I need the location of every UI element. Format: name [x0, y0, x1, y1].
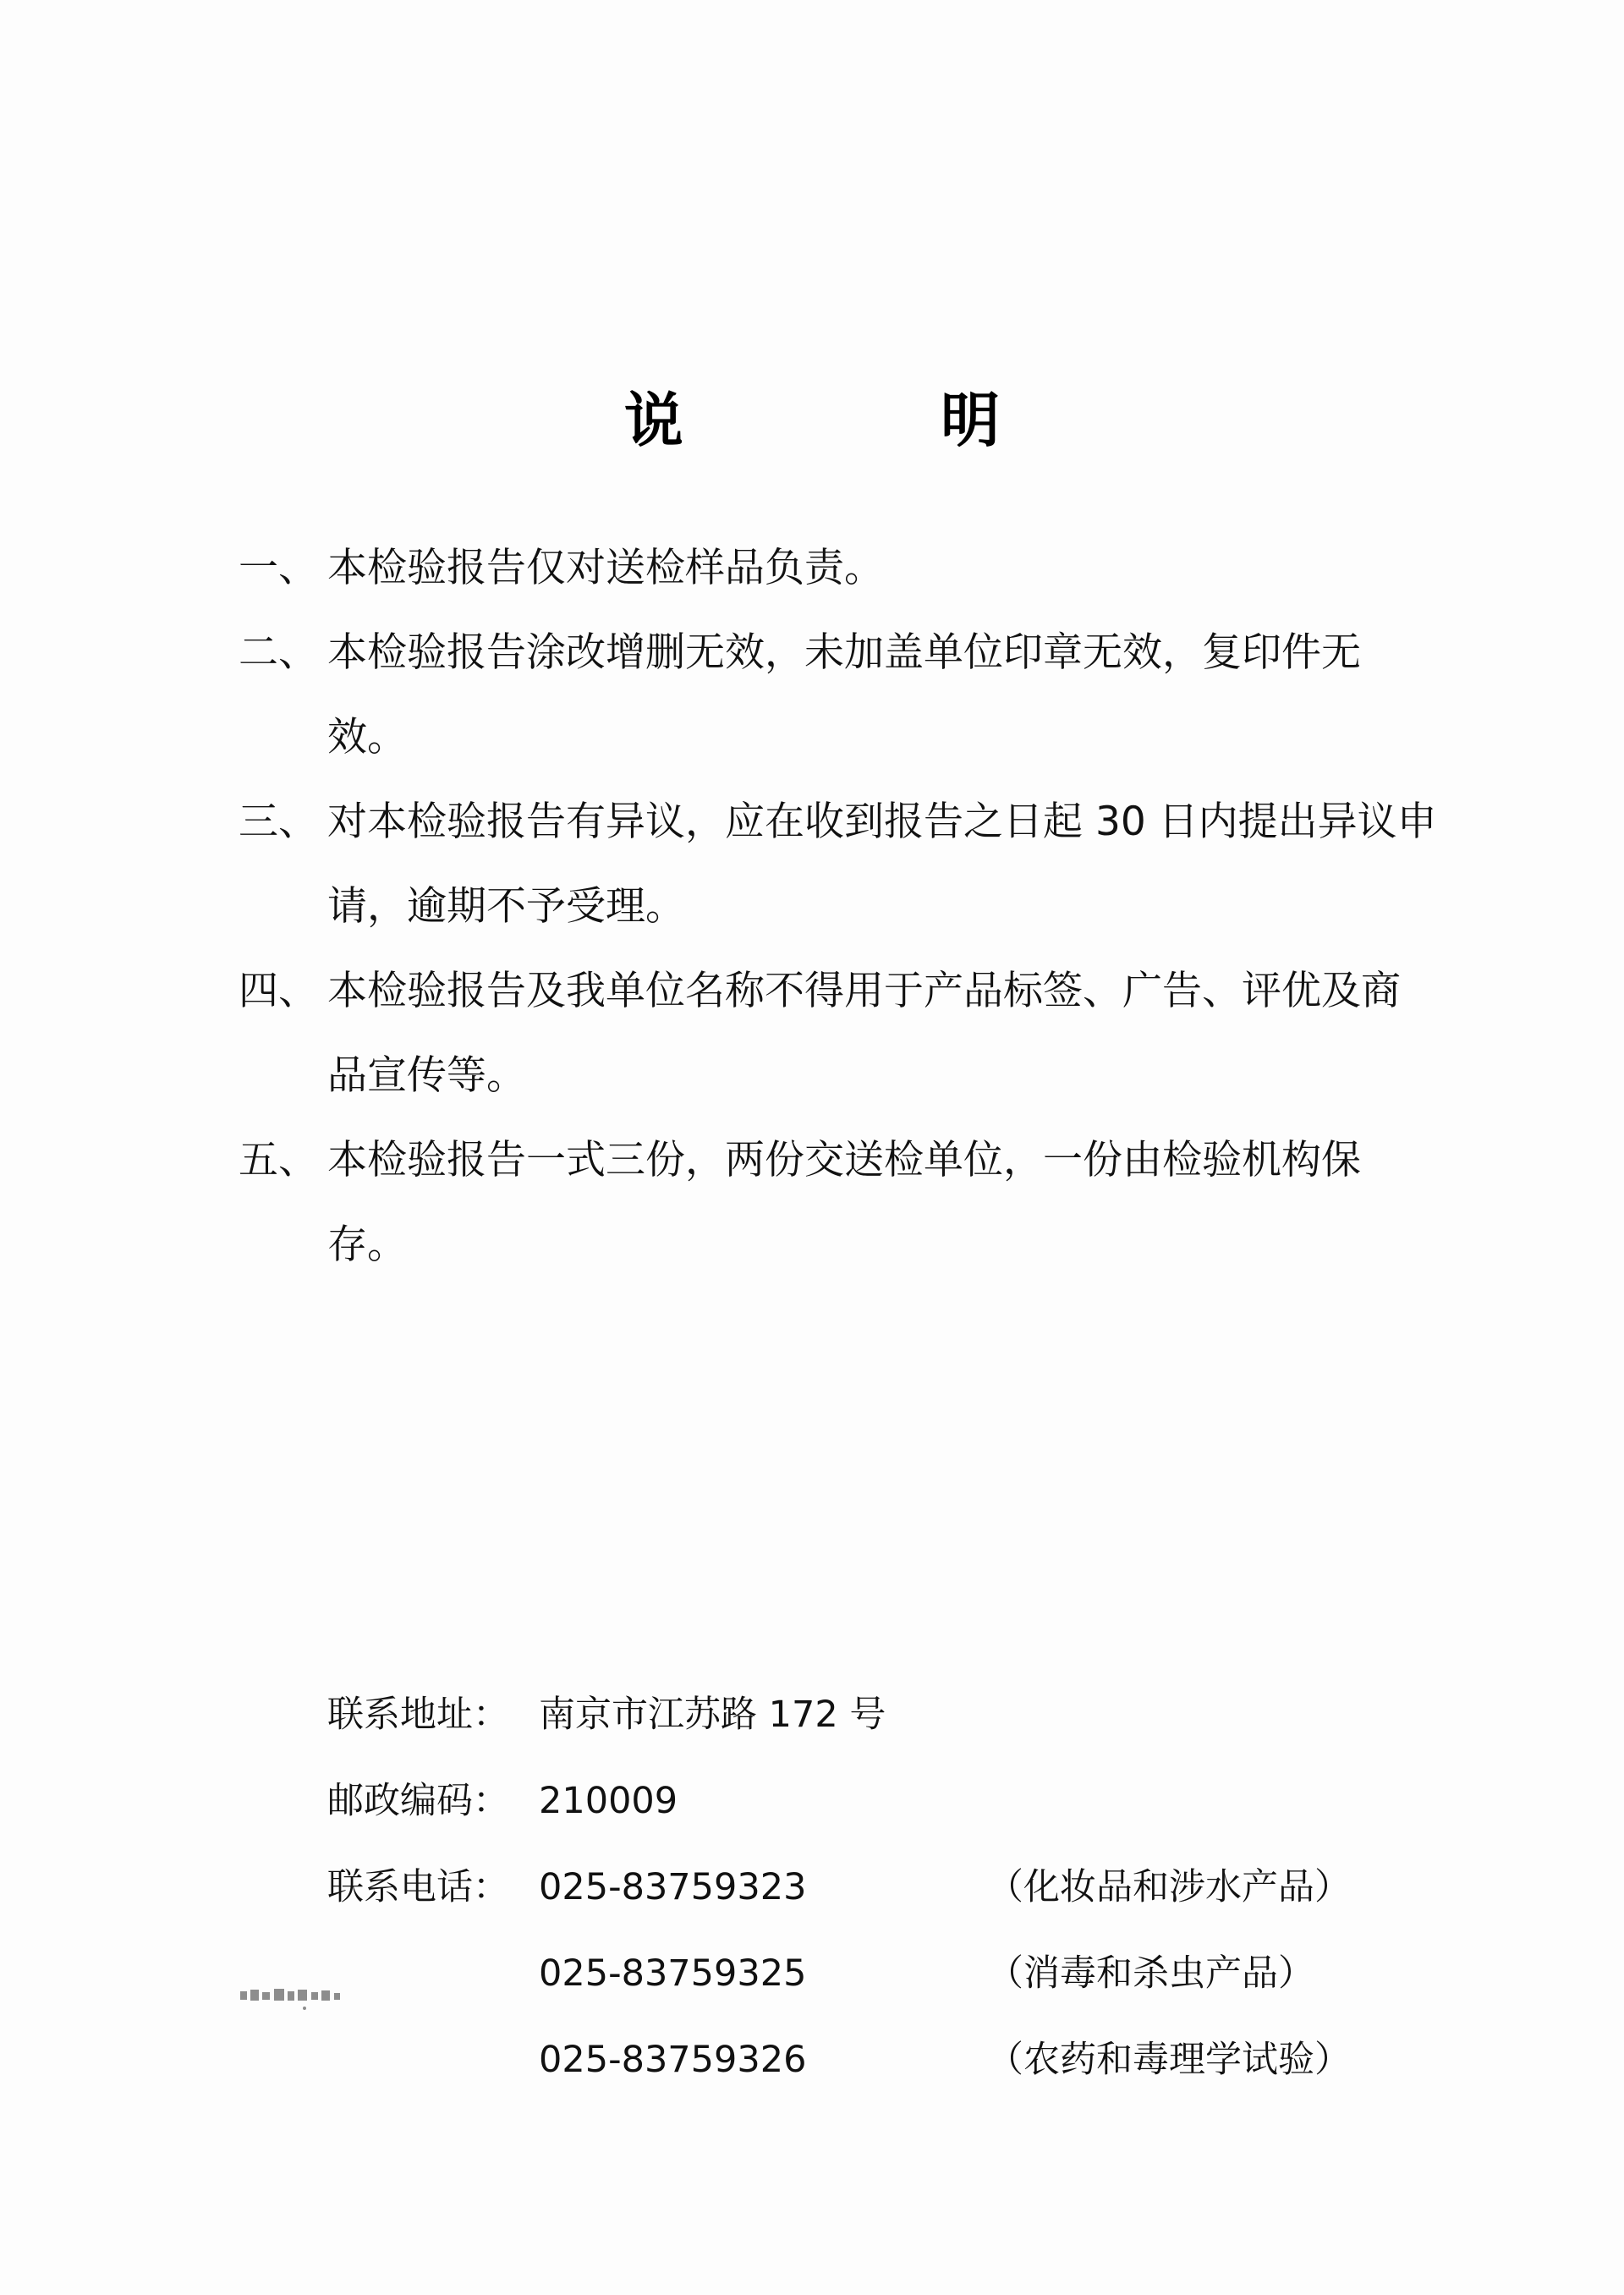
postal-row [327, 1776, 1512, 1862]
note-item [239, 949, 1440, 1118]
address-value: 南京市江苏路 172 号 [539, 1694, 886, 1736]
note-text: 本检验报告仅对送检样品负责。 [327, 545, 884, 591]
phone-row [327, 1948, 1512, 2034]
note-number: 一、 [239, 545, 318, 591]
phone-row [327, 1862, 1512, 1948]
note-item [239, 780, 1440, 949]
note-item [239, 526, 1440, 611]
address-label: 联系地址： [327, 1694, 509, 1736]
note-item [239, 611, 1440, 780]
note-item [239, 1118, 1440, 1288]
phone-note: （农药和毒理学试验） [987, 2039, 1351, 2081]
phone-row [327, 2034, 1512, 2121]
phone-note: （消毒和杀虫产品） [987, 1952, 1314, 1995]
ink-smudge [237, 1979, 406, 2013]
postal-value: 210009 [539, 1780, 678, 1822]
contact-block [327, 1689, 1512, 2121]
note-number: 二、 [239, 629, 318, 676]
notes-list [239, 526, 1440, 1288]
address-row [327, 1689, 1512, 1776]
note-number: 五、 [239, 1137, 318, 1183]
phone-label: 联系电话： [327, 1866, 509, 1908]
postal-label: 邮政编码： [327, 1780, 509, 1822]
phone-number: 025-83759325 [539, 1952, 807, 1995]
note-number: 三、 [239, 799, 318, 845]
phone-note: （化妆品和涉水产品） [987, 1866, 1351, 1908]
note-text: 对本检验报告有异议，应在收到报告之日起 30 日内提出异议申请，逾期不予受理。 [327, 799, 1437, 930]
note-text: 本检验报告及我单位名称不得用于产品标签、广告、评优及商品宣传等。 [327, 968, 1401, 1099]
note-text: 本检验报告一式三份，两份交送检单位，一份由检验机构保存。 [327, 1137, 1361, 1268]
note-text: 本检验报告涂改增删无效，未加盖单位印章无效，复印件无效。 [327, 629, 1361, 760]
note-number: 四、 [239, 968, 318, 1014]
page-title: 说 明 [623, 385, 1119, 455]
phone-number: 025-83759323 [539, 1866, 807, 1908]
phone-number: 025-83759326 [539, 2039, 807, 2081]
